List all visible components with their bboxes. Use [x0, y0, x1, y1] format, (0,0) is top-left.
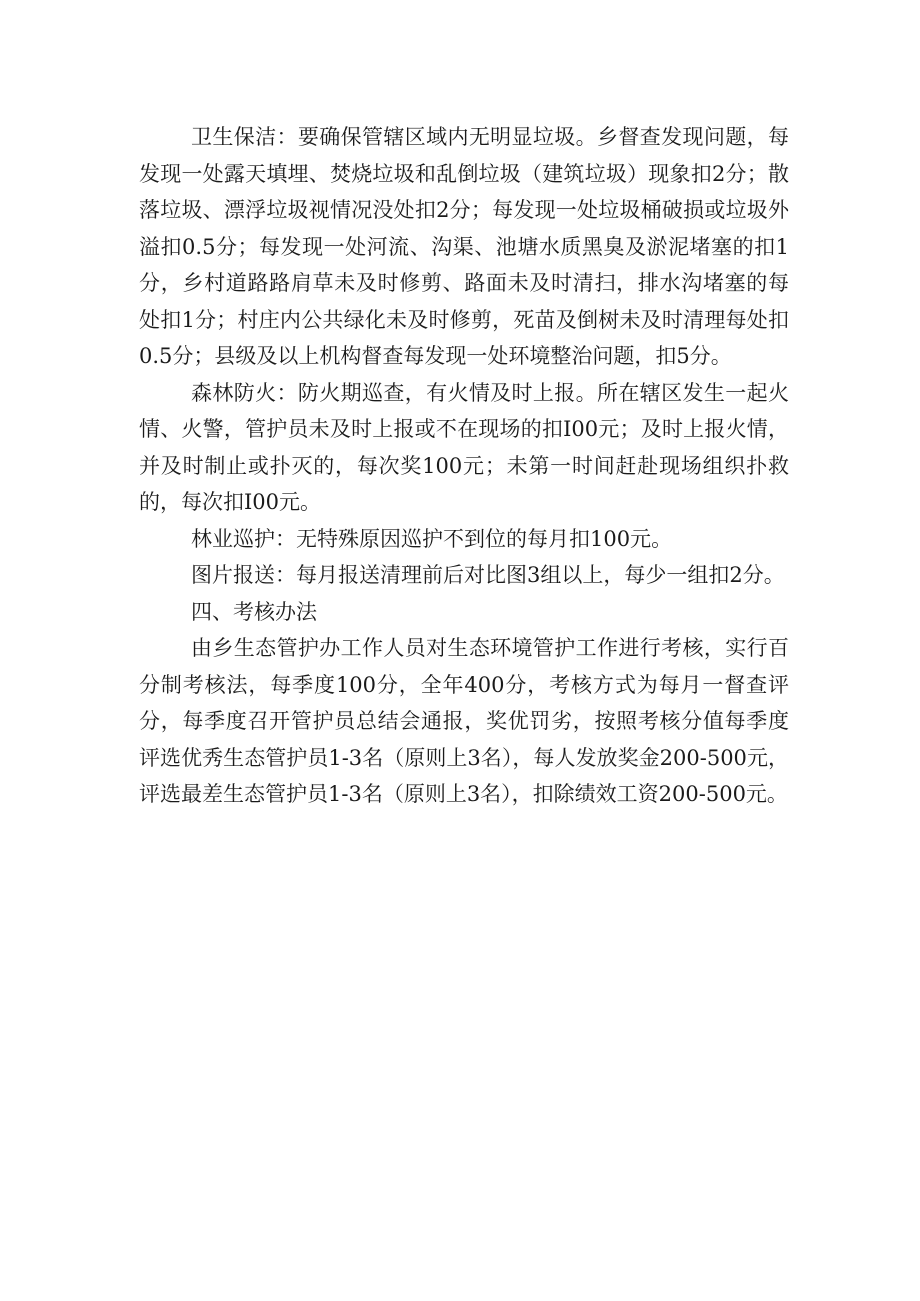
section-heading: 四、考核办法 — [191, 599, 317, 624]
paragraph-forest-patrol: 林业巡护：无特殊原因巡护不到位的每月扣100元。 — [191, 526, 673, 551]
paragraph-sanitation: 卫生保洁：要确保管辖区域内无明显垃圾。乡督查发现问题，每发现一处露天填埋、焚烧垃圾和乱倒垃圾（建筑垃圾）现象扣2分；散落垃圾、漂浮垃圾视情况没处扣2分；每发现一处垃圾桶破损或垃圾外溢扣0.5分；每发现一处河流、沟渠、池塘水质黑臭及淤泥堵塞的扣1分，乡村道路路肩草未及时修剪、路面未及时清扫，排水沟堵塞的每处扣1分；村庄内公共绿化未及时修剪，死苗及倒树未及时清理每处扣0.5分；县级及以上机构督查每发现一处环境整治问题，扣5分。 — [139, 125, 789, 368]
paragraph-photo-submission: 图片报送：每月报送清理前后对比图3组以上，每少一组扣2分。 — [191, 563, 785, 587]
paragraph-forest-fire-prevention: 森林防火：防火期巡查，有火情及时上报。所在辖区发生一起火情、火警，管护员未及时上报或不在现场的扣I00元；及时上报火情，并及时制止或扑灭的，每次奖100元；未第一时间赶赴现场组织扑救的，每次扣I00元。 — [139, 380, 789, 514]
paragraph-assessment-method: 由乡生态管护办工作人员对生态环境管护工作进行考核，实行百分制考核法，每季度100分，全年400分，考核方式为每月一督查评分，每季度召开管护员总结会通报，奖优罚劣，按照考核分值每季度评选优秀生态管护员1-3名（原则上3名），每人发放奖金200-500元，评选最差生态管护员1-3名（原则上3名），扣除绩效工资200-500元。 — [139, 636, 789, 806]
document-body — [139, 119, 789, 813]
